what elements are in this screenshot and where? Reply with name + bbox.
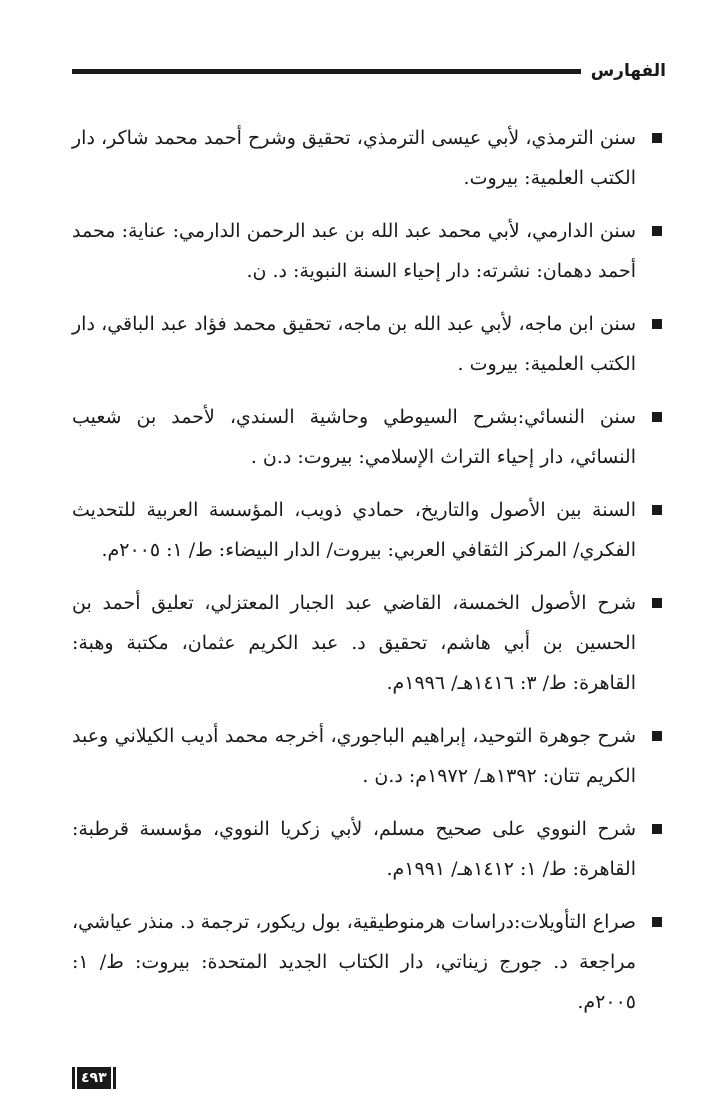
bibliography-entry <box>72 211 666 291</box>
header-rule <box>72 69 581 74</box>
square-bullet-icon <box>652 226 662 236</box>
entry-text: شرح الأصول الخمسة، القاضي عبد الجبار المعتزلي، تعليق أحمد بن الحسين بن أبي هاشم، تحقيق د. عبد الكريم عثمان، مكتبة وهبة: القاهرة: ط/ ٣: ١٤١٦هـ/ ١٩٩٦م. <box>72 592 636 694</box>
page-number: ٤٩٣ <box>77 1067 111 1089</box>
entry-text: سنن النسائي:بشرح السيوطي وحاشية السندي، لأحمد بن شعيب النسائي، دار إحياء التراث الإسلامي: بيروت: د.ن . <box>72 406 636 468</box>
entry-text: شرح جوهرة التوحيد، إبراهيم الباجوري، أخرجه محمد أديب الكيلاني وعبد الكريم تتان: ١٣٩٢هـ/ ١٩٧٢م: د.ن . <box>72 725 636 787</box>
bibliography-list <box>72 118 666 1035</box>
entry-text: سنن الدارمي، لأبي محمد عبد الله بن عبد الرحمن الدارمي: عناية: محمد أحمد دهمان: نشرته: دار إحياء السنة النبوية: د. ن. <box>72 220 636 282</box>
bibliography-entry <box>72 716 666 796</box>
entry-text: شرح النووي على صحيح مسلم، لأبي زكريا النووي، مؤسسة قرطبة: القاهرة: ط/ ١: ١٤١٢هـ/ ١٩٩١م. <box>72 818 636 880</box>
bibliography-entry <box>72 902 666 1022</box>
square-bullet-icon <box>652 824 662 834</box>
bibliography-entry <box>72 809 666 889</box>
entry-text: السنة بين الأصول والتاريخ، حمادي ذويب، المؤسسة العربية للتحديث الفكري/ المركز الثقافي العربي: بيروت/ الدار البيضاء: ط/ ١: ٢٠٠٥م. <box>72 499 636 561</box>
page-number-bar-right <box>113 1067 116 1089</box>
square-bullet-icon <box>652 133 662 143</box>
bibliography-entry <box>72 583 666 703</box>
header-title: الفهارس <box>590 61 666 81</box>
square-bullet-icon <box>652 917 662 927</box>
page-number-box <box>72 1064 116 1092</box>
bibliography-entry <box>72 490 666 570</box>
page-number-bar-left <box>72 1067 75 1089</box>
square-bullet-icon <box>652 505 662 515</box>
square-bullet-icon <box>652 731 662 741</box>
bibliography-entry <box>72 118 666 198</box>
bibliography-entry <box>72 397 666 477</box>
square-bullet-icon <box>652 319 662 329</box>
entry-text: صراع التأويلات:دراسات هرمنوطيقية، بول ريكور، ترجمة د. منذر عياشي، مراجعة د. جورج زيناتي، دار الكتاب الجديد المتحدة: بيروت: ط/ ١: ٢٠٠٥م. <box>72 911 636 1013</box>
square-bullet-icon <box>652 412 662 422</box>
square-bullet-icon <box>652 598 662 608</box>
entry-text: سنن ابن ماجه، لأبي عبد الله بن ماجه، تحقيق محمد فؤاد عبد الباقي، دار الكتب العلمية: بيروت . <box>72 313 636 375</box>
bibliography-entry <box>72 304 666 384</box>
entry-text: سنن الترمذي، لأبي عيسى الترمذي، تحقيق وشرح أحمد محمد شاكر، دار الكتب العلمية: بيروت. <box>72 127 636 189</box>
running-header <box>72 56 666 86</box>
